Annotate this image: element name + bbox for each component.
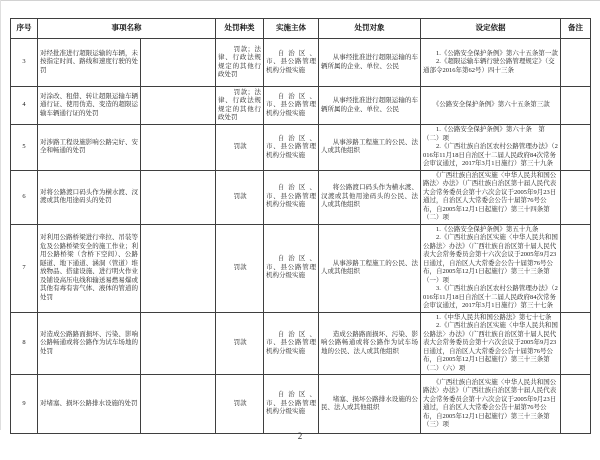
implementing-body-cell: 自治区、市、县公路管理机构分级实施	[264, 224, 319, 312]
empty-subcolumn-cell	[141, 125, 216, 171]
empty-subcolumn-cell	[141, 170, 216, 224]
item-name-cell: 对涉路工程设施影响公路完好、安全和畅通的处罚	[38, 125, 141, 171]
legal-basis-cell: 1.《中华人民共和国公路法》第七十七条 2.《广西壮族自治区实施〈中华人民共和国公路法〉办法》（广西壮族自治区第十届人民代表大会常务委员会第十六次会议于2005年9月23日通过，自治区人大常委会公告十届第76号公布，自2005年12月1日起施行）第三十三条第（二）（六）项	[421, 312, 561, 375]
implementing-body-cell: 自治区、市、县公路管理机构分级实施	[264, 39, 319, 87]
remarks-cell	[561, 39, 591, 87]
item-name-cell: 对堵塞、损坏公路排水设施的处罚	[38, 375, 141, 434]
serial-number-cell: 6	[11, 170, 38, 224]
penalty-type-cell: 罚款	[216, 312, 264, 375]
header-row	[11, 19, 591, 39]
table-row	[11, 39, 591, 87]
implementing-body-cell: 自治区、市、县公路管理机构分级实施	[264, 87, 319, 125]
penalty-target-cell: 将公路渡口码头作为横水渡、汊渡或其他用途码头的公民、法人或其他组织	[319, 170, 421, 224]
penalty-type-cell: 罚款	[216, 170, 264, 224]
penalty-target-cell: 堵塞、损坏公路排水设施的公民、法人或其他组织	[319, 375, 421, 434]
item-name-cell: 对涂改、租借、转让超限运输车辆通行证、使用伪造、变造的超限运输车辆通行证的处罚	[38, 87, 141, 125]
scan-edge-top	[0, 0, 600, 1]
remarks-cell	[561, 170, 591, 224]
header-implementing-body: 实施主体	[264, 19, 319, 39]
remarks-cell	[561, 87, 591, 125]
header-item-name: 事项名称	[38, 19, 216, 39]
remarks-cell	[561, 312, 591, 375]
implementing-body-cell: 自治区、市、县公路管理机构分级实施	[264, 375, 319, 434]
header-remarks: 备注	[561, 19, 591, 39]
penalty-type-cell: 罚款	[216, 375, 264, 434]
table-row	[11, 375, 591, 434]
table-row	[11, 224, 591, 312]
table-row	[11, 87, 591, 125]
serial-number-cell: 7	[11, 224, 38, 312]
remarks-cell	[561, 125, 591, 171]
item-name-cell: 对造成公路路面损坏、污染、影响公路畅通或将公路作为试车场地的处罚	[38, 312, 141, 375]
serial-number-cell: 3	[11, 39, 38, 87]
penalty-type-cell: 罚款；法律、行政法规规定的其他行政处罚	[216, 39, 264, 87]
implementing-body-cell: 自治区、市、县公路管理机构分级实施	[264, 125, 319, 171]
legal-basis-cell: 《广西壮族自治区实施〈中华人民共和国公路法〉办法》（广西壮族自治区第十届人民代表大会常务委员会第十六次会议于2005年9月23日通过，自治区人大常委会公告十届第76号公布，自2005年12月1日起施行）第三十三条第（三）项	[421, 375, 561, 434]
item-name-cell: 对经批准进行超限运输的车辆，未按指定时间、路线和速度行驶的处罚	[38, 39, 141, 87]
serial-number-cell: 4	[11, 87, 38, 125]
legal-basis-cell: 1.《公路安全保护条例》第六十条 第（二）项 2.《广西壮族自治区农村公路管理办法》（2016年11月18日自治区十二届人民政府84次常务会审议通过，2017年3月1日施行）第三十九条	[421, 125, 561, 171]
penalty-target-cell: 造成公路路面损坏、污染、影响公路畅通或将公路作为试车场地的公民、法人或其他组织	[319, 312, 421, 375]
serial-number-cell: 9	[11, 375, 38, 434]
penalty-type-cell: 罚款；法律、行政法规规定的其他行政处罚	[216, 87, 264, 125]
implementing-body-cell: 自治区、市、县公路管理机构分级实施	[264, 170, 319, 224]
serial-number-cell: 8	[11, 312, 38, 375]
remarks-cell	[561, 375, 591, 434]
serial-number-cell: 5	[11, 125, 38, 171]
legal-basis-cell: 1.《公路安全保护条例》第六十五条第一款 2.《超限运输车辆行驶公路管理规定》（交通部令2016年第62号）四十三条	[421, 39, 561, 87]
remarks-cell	[561, 224, 591, 312]
penalty-type-cell: 罚款	[216, 224, 264, 312]
empty-subcolumn-cell	[141, 375, 216, 434]
scan-edge-left	[0, 0, 1, 430]
item-name-cell: 对将公路渡口码头作为横水渡、汊渡或其他用途码头的处罚	[38, 170, 141, 224]
table-row	[11, 170, 591, 224]
header-legal-basis: 设定依据	[421, 19, 561, 39]
implementing-body-cell: 自治区、市、县公路管理机构分级实施	[264, 312, 319, 375]
penalty-target-cell: 从事涉路工程施工的公民、法人或其他组织	[319, 125, 421, 171]
table-row	[11, 312, 591, 375]
header-serial-number: 序号	[11, 19, 38, 39]
header-penalty-target: 处罚对象	[319, 19, 421, 39]
legal-basis-cell: 《公路安全保护条例》第六十五条第三款	[421, 87, 561, 125]
penalty-target-cell: 从事涉路工程施工的公民、法人或其他组织	[319, 224, 421, 312]
penalty-target-cell: 从事经批准进行超限运输的车辆所属的企业、单位、公民	[319, 87, 421, 125]
empty-subcolumn-cell	[141, 312, 216, 375]
penalty-target-cell: 从事经批准进行超限运输的车辆所属的企业、单位、公民	[319, 39, 421, 87]
page-number: 2	[297, 431, 303, 441]
header-penalty-type: 处罚种类	[216, 19, 264, 39]
penalty-type-cell: 罚款	[216, 125, 264, 171]
empty-subcolumn-cell	[141, 39, 216, 87]
empty-subcolumn-cell	[141, 224, 216, 312]
empty-subcolumn-cell	[141, 87, 216, 125]
legal-basis-cell: 《广西壮族自治区实施〈中华人民共和国公路法〉办法》（广西壮族自治区第十届人民代表大会常务委员会第十六次会议于2005年9月23日通过，自治区人大常委会公告十届第76号公布，自2005年12月1日起施行）第三十四条第（二）项	[421, 170, 561, 224]
item-name-cell: 对利用公路桥梁进行牵拉、吊装等危及公路桥梁安全的施工作业；利用公路桥梁（含桥下空间）、公路隧道、地下通道、涵洞（管道）堆放物品、搭建设施、进行明火作业及铺设高压电线和输送易燃易爆或其他有毒有害气体、液体的管道的处罚	[38, 224, 141, 312]
penalty-items-table	[10, 18, 591, 434]
table-row	[11, 125, 591, 171]
legal-basis-cell: 1.《公路安全保护条例》第五十九条 2.《广西壮族自治区实施〈中华人民共和国公路法〉办法》（广西壮族自治区第十届人民代表大会常务委员会第十六次会议于2005年9月23日通过，自治区人大常委会公告十届第76号公布，自2005年12月1日起施行）第三十三条第（一）项 3.《广西壮族自治区农村公路管理办法》（2016年11月18日自治区十二届人民政府84次常务会审议通过，2017年3月1日施行）第三十七条	[421, 224, 561, 312]
